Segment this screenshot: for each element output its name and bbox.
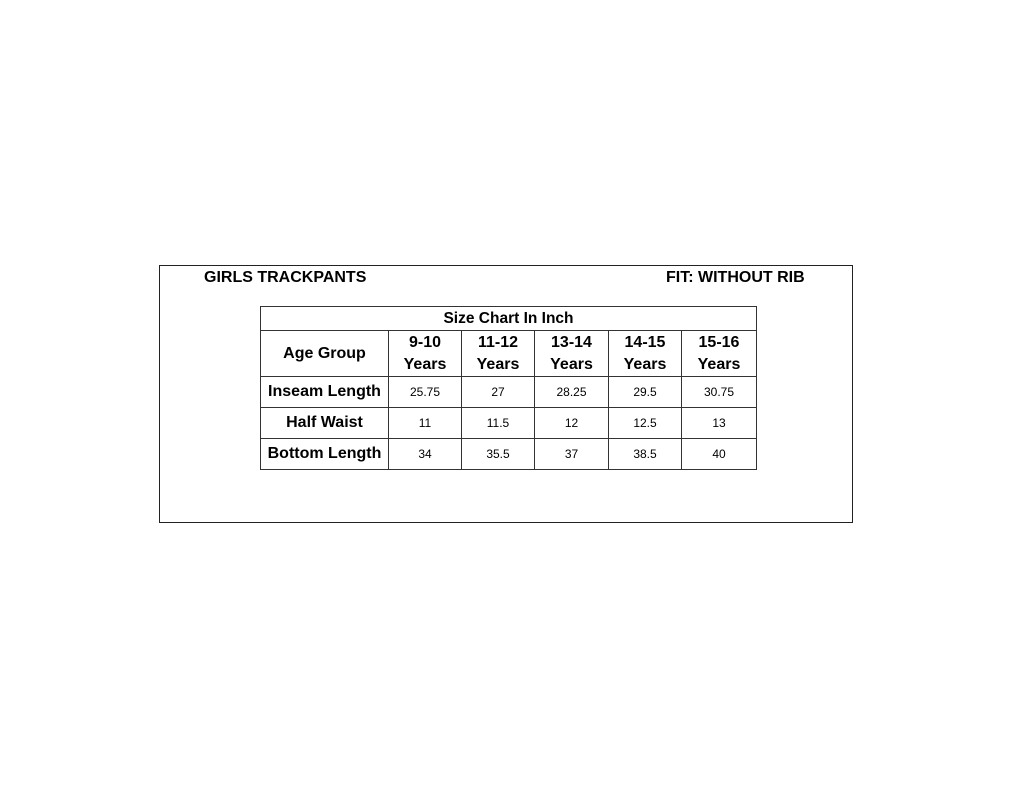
age-range: 15-16	[698, 333, 740, 351]
age-unit: Years	[697, 355, 741, 373]
table-cell: 29.5	[609, 377, 682, 408]
age-range: 13-14	[551, 333, 592, 351]
table-cell: 13	[682, 408, 757, 439]
table-cell: 38.5	[609, 439, 682, 470]
table-cell: 11.5	[462, 408, 535, 439]
table-cell: 27	[462, 377, 535, 408]
age-range: 11-12	[477, 333, 519, 351]
row-label: Bottom Length	[261, 439, 389, 470]
table-row	[261, 439, 757, 470]
table-cell: 28.25	[535, 377, 609, 408]
age-unit: Years	[550, 355, 593, 373]
age-unit: Years	[403, 355, 447, 373]
table-header-row	[261, 331, 757, 377]
table-caption: Size Chart In Inch	[261, 307, 757, 331]
age-unit: Years	[623, 355, 667, 373]
product-title: GIRLS TRACKPANTS	[204, 269, 367, 286]
table-cell: 37	[535, 439, 609, 470]
table-row	[261, 408, 757, 439]
column-header	[609, 331, 682, 377]
table-cell: 12	[535, 408, 609, 439]
table-cell: 12.5	[609, 408, 682, 439]
age-range: 9-10	[408, 333, 442, 351]
column-header	[462, 331, 535, 377]
table-cell: 34	[389, 439, 462, 470]
table-row	[261, 377, 757, 408]
size-chart-table	[260, 306, 757, 470]
column-header	[535, 331, 609, 377]
age-unit: Years	[476, 355, 520, 373]
row-label: Inseam Length	[261, 377, 389, 408]
column-header	[389, 331, 462, 377]
table-cell: 35.5	[462, 439, 535, 470]
fit-label: FIT: WITHOUT RIB	[666, 269, 805, 286]
table-cell: 25.75	[389, 377, 462, 408]
column-header	[682, 331, 757, 377]
table-cell: 30.75	[682, 377, 757, 408]
table-cell: 11	[389, 408, 462, 439]
row-header-age-group: Age Group	[261, 331, 389, 377]
table-cell: 40	[682, 439, 757, 470]
row-label: Half Waist	[261, 408, 389, 439]
age-range: 14-15	[624, 333, 666, 351]
